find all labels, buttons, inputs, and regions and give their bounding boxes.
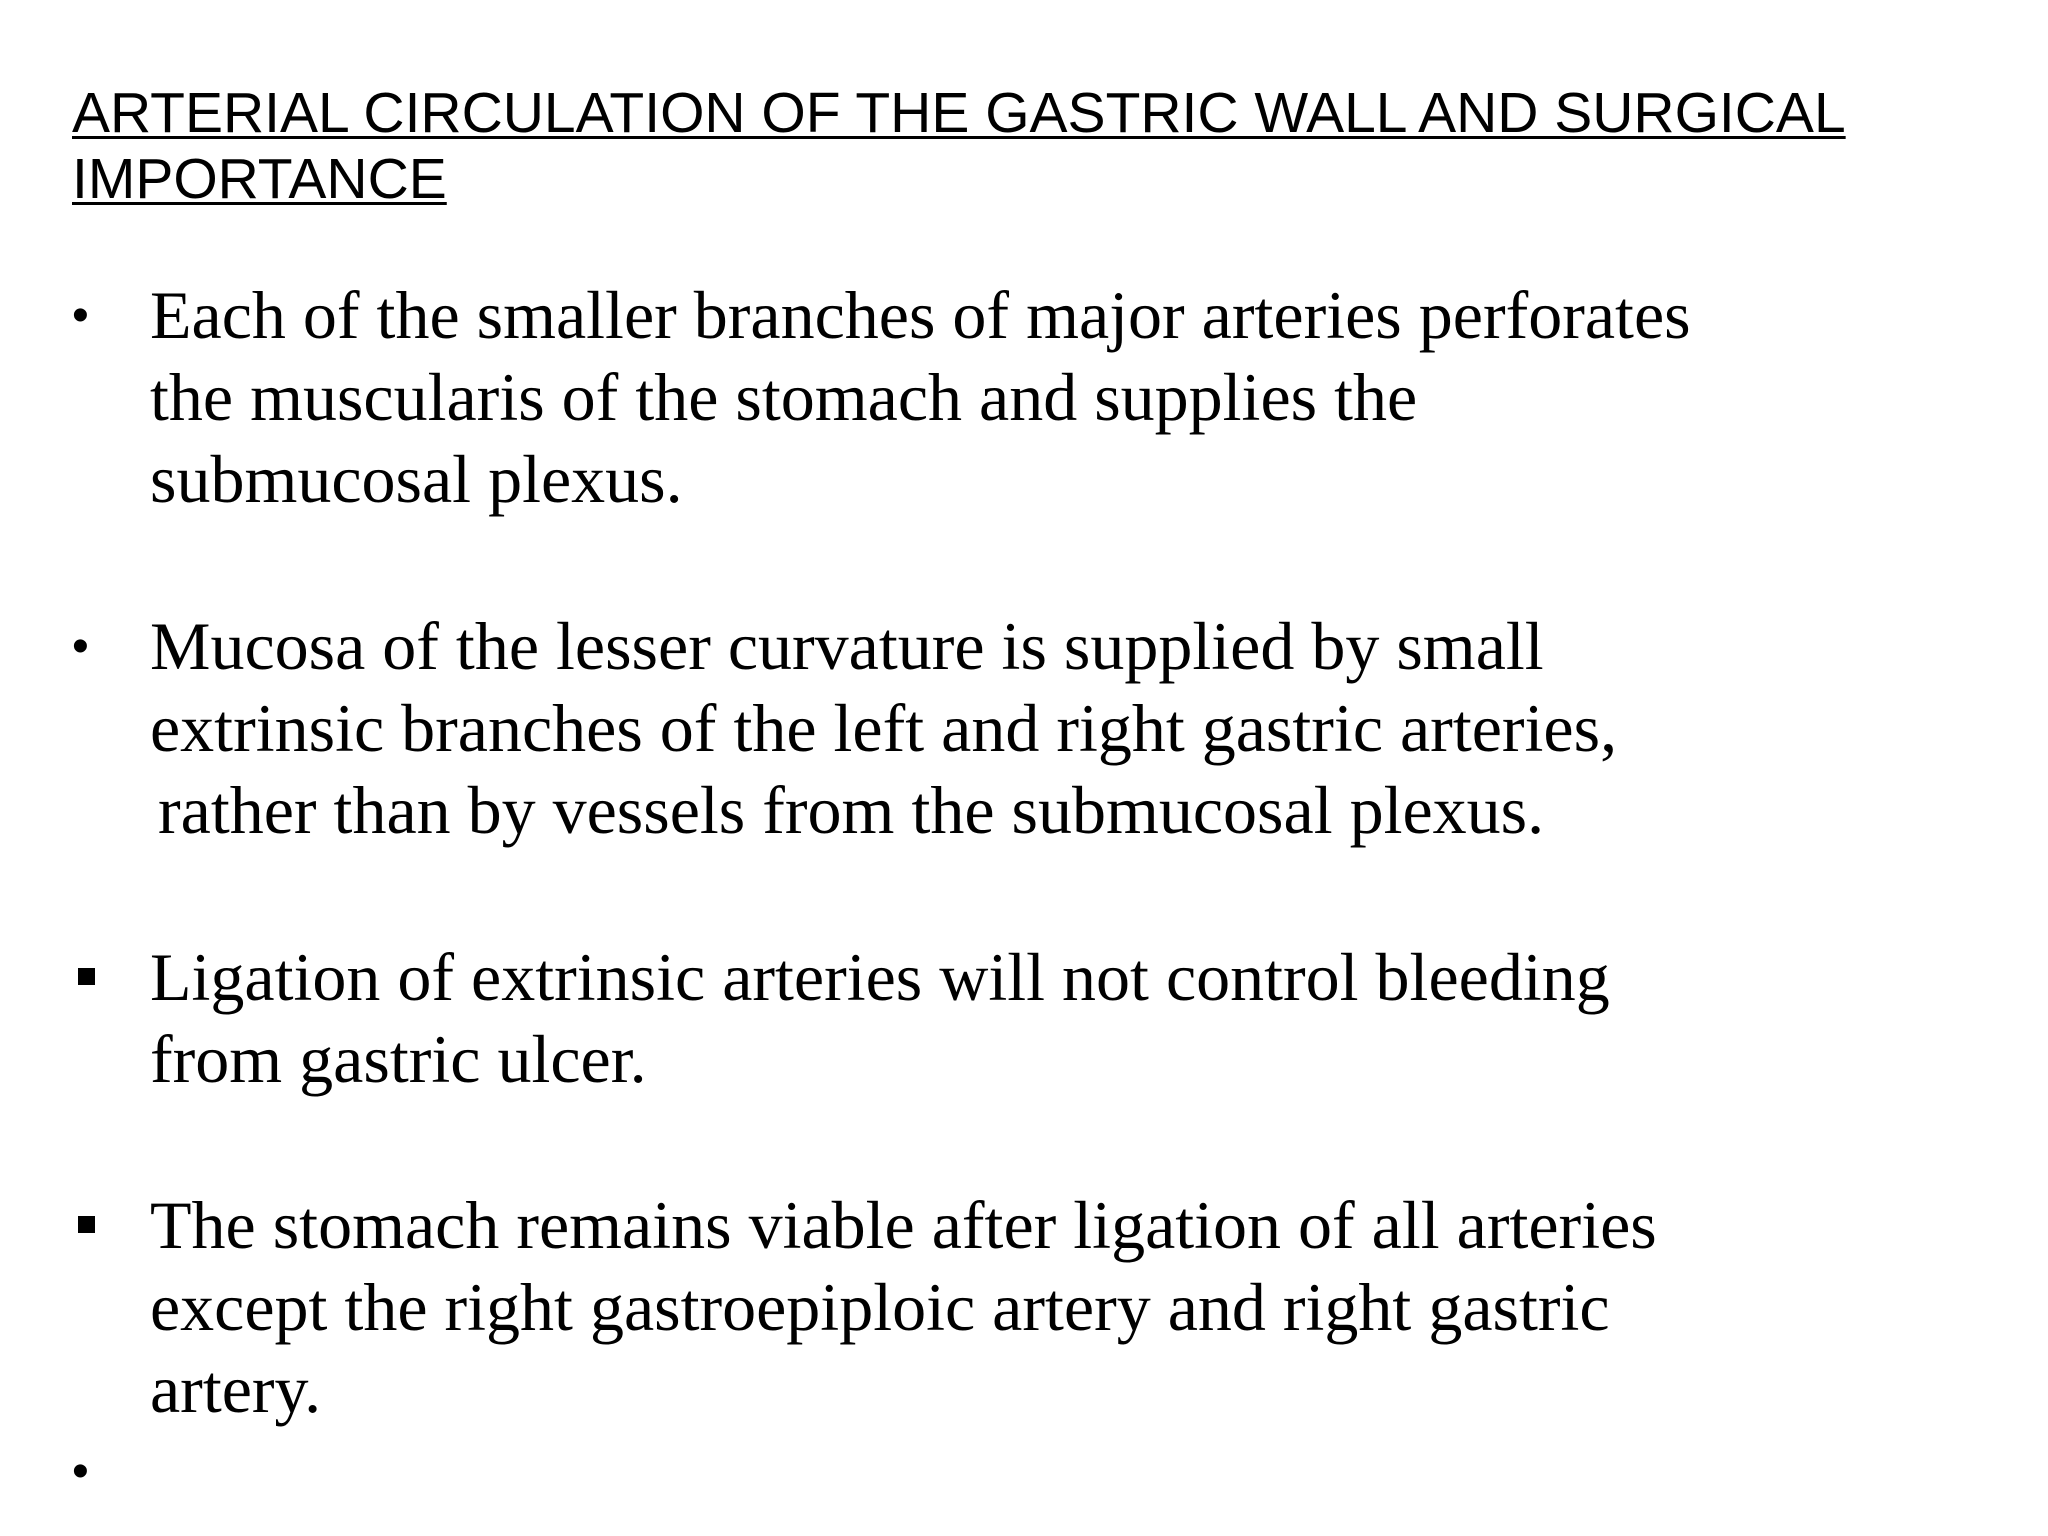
bullet-text	[150, 1184, 1657, 1430]
bullet-line: except the right gastroepiploic artery and right gastric	[150, 1269, 1610, 1345]
bullet-line: artery.	[150, 1351, 322, 1427]
bullet-square-icon	[78, 1216, 95, 1233]
title-line-2: IMPORTANCE	[72, 147, 447, 211]
bullet-text	[150, 605, 1617, 851]
bullet-dot-icon: •	[72, 289, 89, 342]
bullet-dot-icon: •	[72, 1445, 89, 1498]
bullet-line: Ligation of extrinsic arteries will not control bleeding	[150, 939, 1610, 1015]
slide-title	[72, 80, 1972, 212]
bullet-line: submucosal plexus.	[150, 441, 683, 517]
bullet-text	[150, 274, 1691, 520]
bullet-text	[150, 936, 1610, 1100]
bullet-line: from gastric ulcer.	[150, 1021, 647, 1097]
bullet-line: Each of the smaller branches of major arteries perforates	[150, 277, 1691, 353]
bullet-square-icon	[78, 968, 95, 985]
bullet-line: Mucosa of the lesser curvature is supplied by small	[150, 608, 1544, 684]
bullet-line: the muscularis of the stomach and supplies the	[150, 359, 1418, 435]
bullet-line: The stomach remains viable after ligation of all arteries	[150, 1187, 1657, 1263]
bullet-dot-icon: •	[72, 620, 89, 673]
bullet-line: rather than by vessels from the submucosal plexus.	[158, 772, 1545, 848]
bullet-line: extrinsic branches of the left and right gastric arteries,	[150, 690, 1618, 766]
title-line-1: ARTERIAL CIRCULATION OF THE GASTRIC WALL AND SURGICAL	[72, 81, 1846, 145]
